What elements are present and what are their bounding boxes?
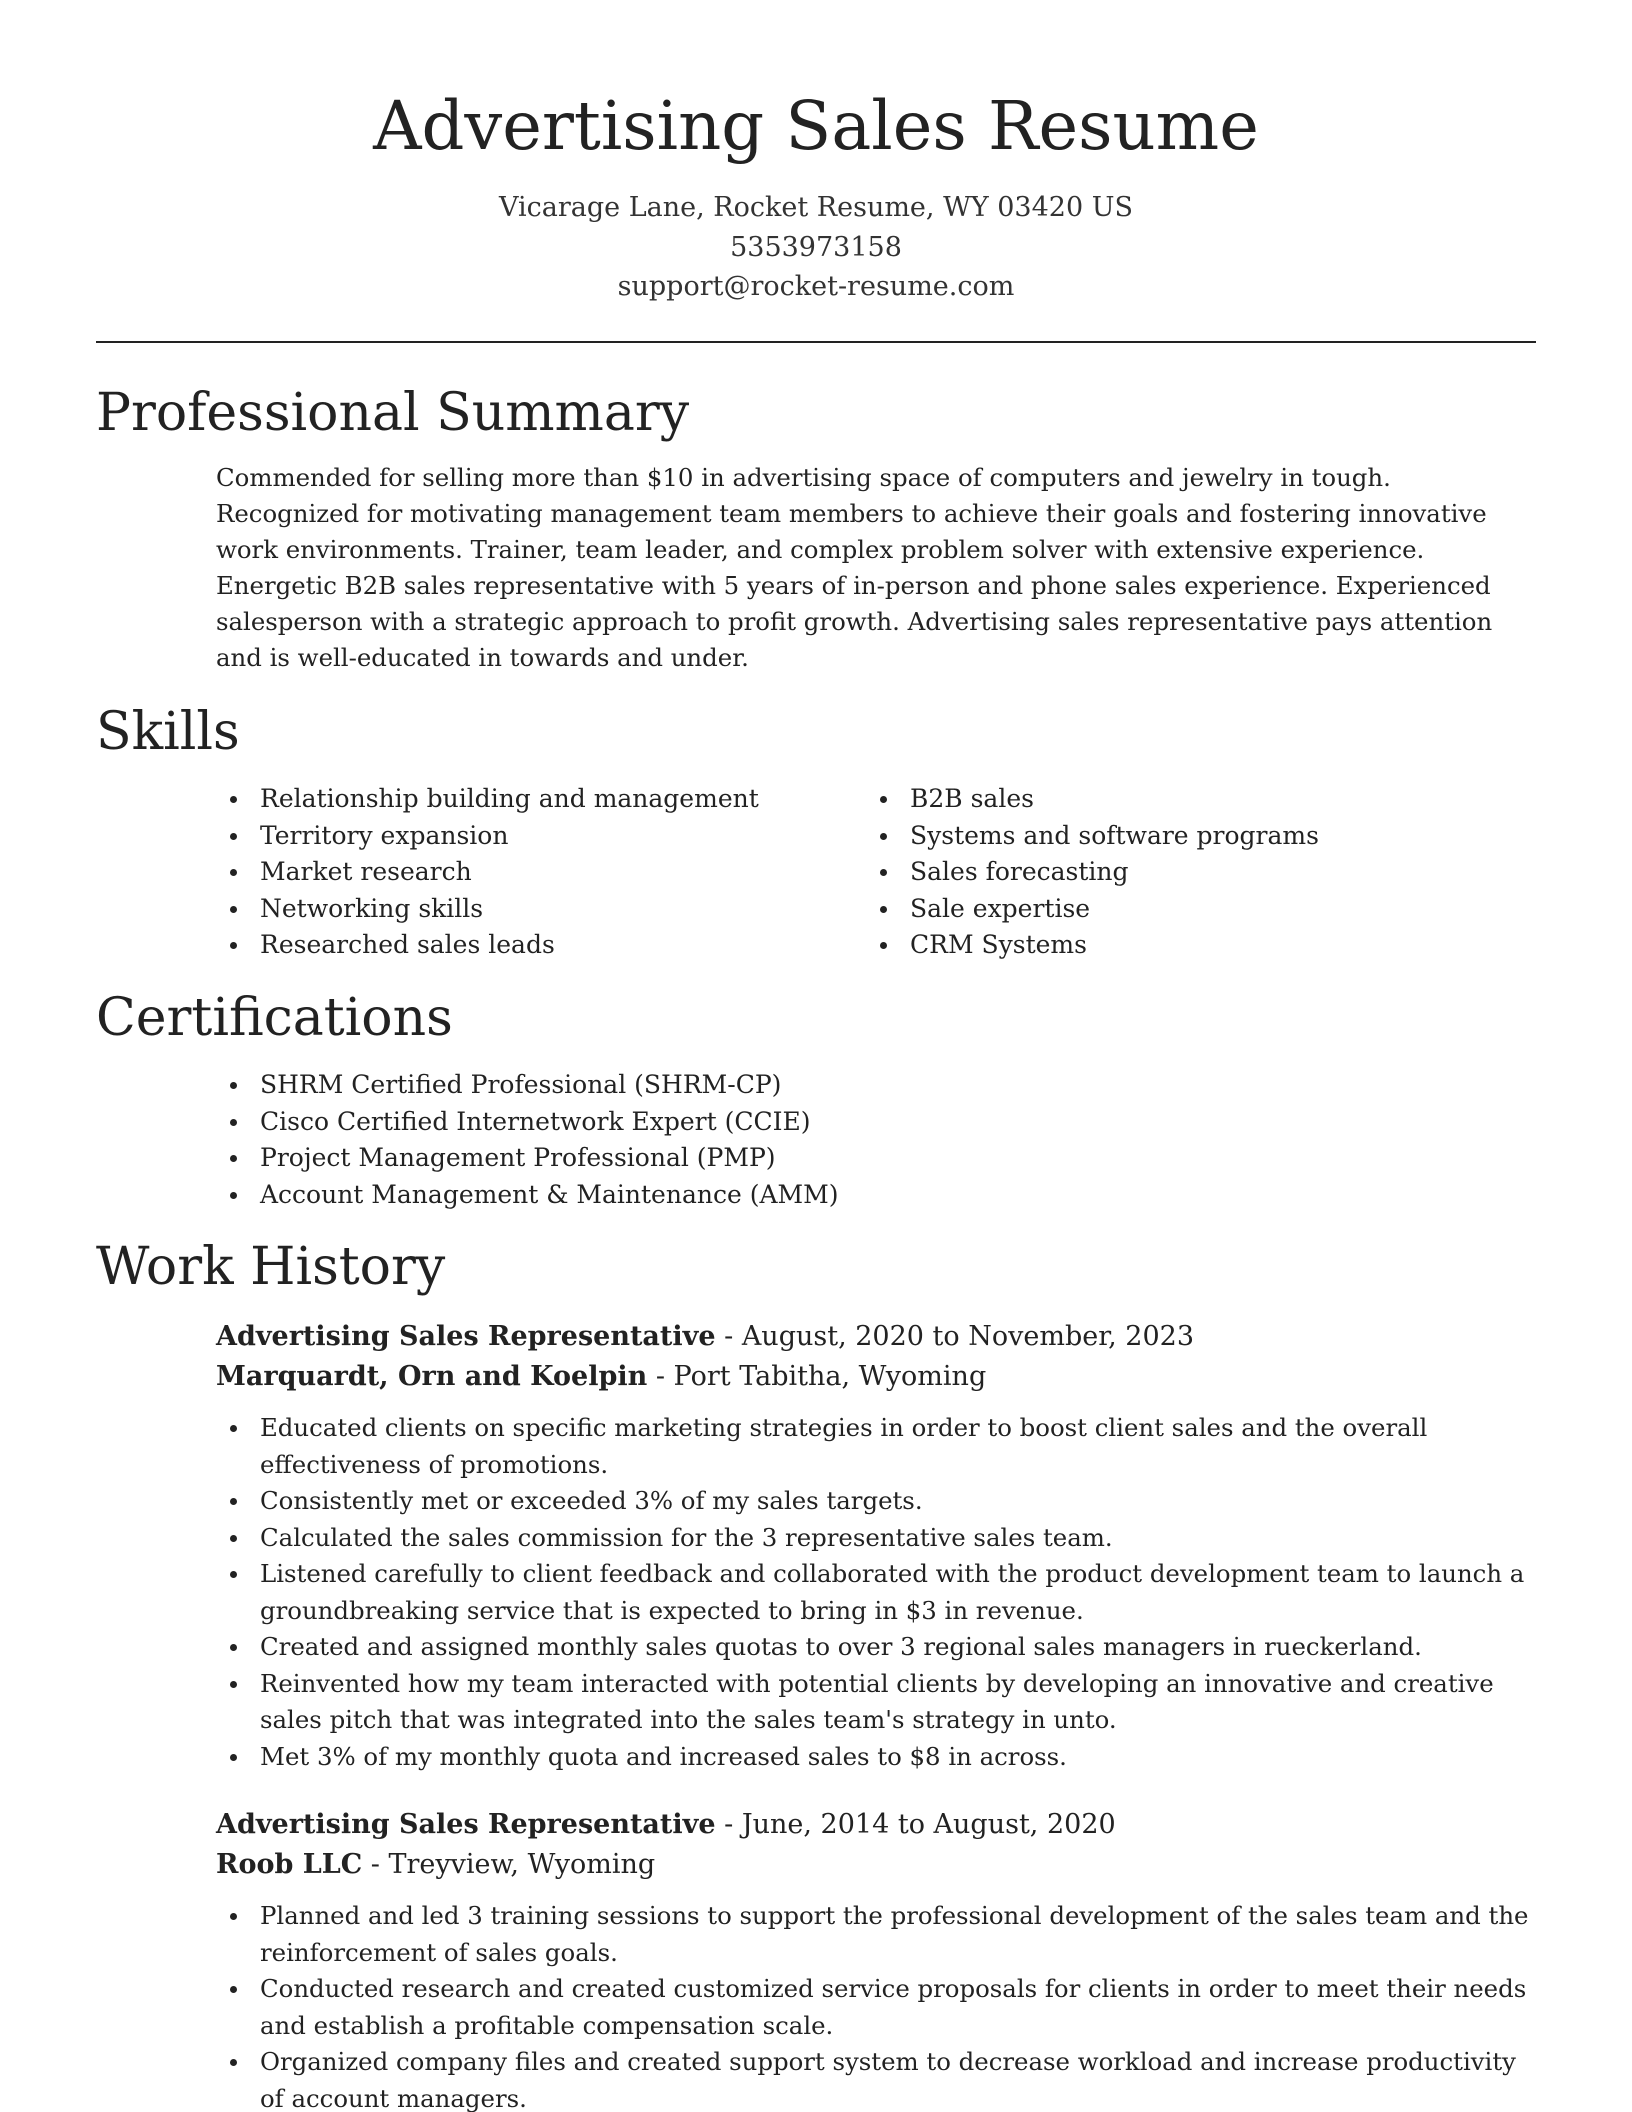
job-location: Port Tabitha, Wyoming — [673, 1361, 987, 1392]
job-location: Treyview, Wyoming — [388, 1849, 656, 1880]
skills-heading: Skills — [96, 702, 240, 762]
certification-item: Project Management Professional (PMP) — [216, 1140, 1536, 1177]
job-bullet: Created and assigned monthly sales quotas to over 3 regional sales managers in rueckerland. — [216, 1629, 1536, 1666]
contact-address: Vicarage Lane, Rocket Resume, WY 03420 US — [499, 192, 1133, 223]
job-heading: Advertising Sales Representative - June, 2014 to August, 2020 — [216, 1809, 1116, 1840]
contact-email: support@rocket-resume.com — [617, 271, 1015, 302]
certification-item: SHRM Certified Professional (SHRM-CP) — [216, 1067, 1536, 1104]
skill-item: Researched sales leads — [216, 927, 856, 964]
job-bullet: Consistently met or exceeded 3% of my sales targets. — [216, 1483, 1536, 1520]
summary-heading: Professional Summary — [96, 383, 690, 443]
skill-item: Networking skills — [216, 891, 856, 928]
skill-item: Market research — [216, 854, 856, 891]
skill-item: Relationship building and management — [216, 781, 856, 818]
job-role: Advertising Sales Representative — [216, 1809, 716, 1840]
job-heading: Advertising Sales Representative - August, 2020 to November, 2023 — [216, 1321, 1195, 1352]
job-bullet: Reinvented how my team interacted with potential clients by developing an innovative and creative sales pitch that was integrated into the sales team's strategy in unto. — [216, 1666, 1536, 1739]
skill-item: Sale expertise — [866, 891, 1536, 928]
resume-title: Advertising Sales Resume — [373, 87, 1259, 165]
job-employer: Marquardt, Orn and Koelpin - Port Tabitha, Wyoming — [216, 1361, 987, 1392]
job-employer: Roob LLC - Treyview, Wyoming — [216, 1849, 656, 1880]
certifications-list — [216, 1067, 1536, 1213]
job-company: Marquardt, Orn and Koelpin — [216, 1361, 648, 1392]
work-history-heading: Work History — [96, 1237, 446, 1297]
skills-list-left — [216, 781, 856, 964]
job-dates: August, 2020 to November, 2023 — [741, 1321, 1195, 1352]
skill-item: CRM Systems — [866, 927, 1536, 964]
certifications-heading: Certifications — [96, 988, 453, 1048]
job-bullets — [216, 1410, 1536, 1775]
job-dates: June, 2014 to August, 2020 — [741, 1809, 1116, 1840]
job-bullet: Educated clients on specific marketing strategies in order to boost client sales and the overall effectiveness of promotions. — [216, 1410, 1536, 1483]
skill-item: B2B sales — [866, 781, 1536, 818]
header-divider — [96, 341, 1536, 343]
job-role: Advertising Sales Representative — [216, 1321, 716, 1352]
skill-item: Systems and software programs — [866, 818, 1536, 855]
contact-phone: 5353973158 — [730, 232, 902, 263]
job-company: Roob LLC — [216, 1849, 363, 1880]
job-bullet: Organized company files and created support system to decrease workload and increase productivity of account managers. — [216, 2044, 1536, 2112]
skill-item: Sales forecasting — [866, 854, 1536, 891]
skills-list-right — [866, 781, 1536, 964]
skill-item: Territory expansion — [216, 818, 856, 855]
summary-text: Commended for selling more than $10 in advertising space of computers and jewelry in tough. Recognized for motivating management team members to achieve their goals and fostering innovative work environments. Trainer, team leader, and complex problem solver with extensive experience. Energetic B2B sales representative with 5 years of in-person and phone sales experience. Experienced salesperson with a strategic approach to profit growth. Advertising sales representative pays attention and is well-educated in towards and under. — [216, 463, 1493, 672]
job-bullet: Listened carefully to client feedback and collaborated with the product development team to launch a groundbreaking service that is expected to bring in $3 in revenue. — [216, 1556, 1536, 1629]
job-bullet: Conducted research and created customized service proposals for clients in order to meet their needs and establish a profitable compensation scale. — [216, 1971, 1536, 2044]
job-bullets — [216, 1898, 1536, 2112]
certification-item: Account Management & Maintenance (AMM) — [216, 1177, 1536, 1214]
job-bullet: Calculated the sales commission for the 3 representative sales team. — [216, 1520, 1536, 1557]
certification-item: Cisco Certified Internetwork Expert (CCIE) — [216, 1104, 1536, 1141]
job-bullet: Planned and led 3 training sessions to support the professional development of the sales team and the reinforcement of sales goals. — [216, 1898, 1536, 1971]
job-bullet: Met 3% of my monthly quota and increased sales to $8 in across. — [216, 1739, 1536, 1776]
